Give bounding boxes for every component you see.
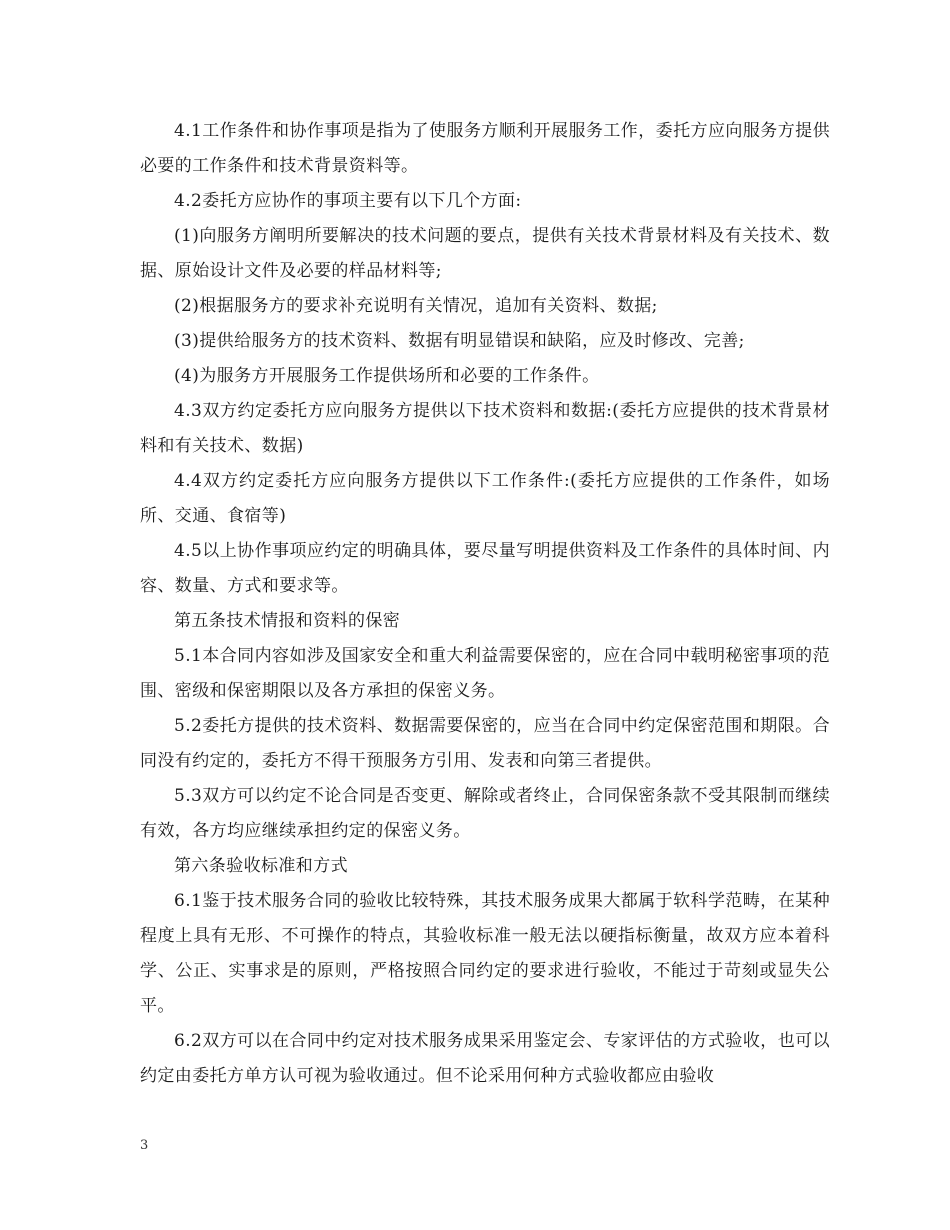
paragraph-4-2-item-4: (4)为服务方开展服务工作提供场所和必要的工作条件。 — [174, 366, 600, 386]
paragraph-4-2-item-2: (2)根据服务方的要求补充说明有关情况，追加有关资料、数据; — [174, 296, 658, 316]
paragraph-4-1: 4.1工作条件和协作事项是指为了使服务方顺利开展服务工作，委托方应向服务方提供必要的工作条件和技术背景资料等。 — [140, 121, 830, 176]
paragraph-5-1: 5.1本合同内容如涉及国家安全和重大利益需要保密的，应在合同中载明秘密事项的范围、密级和保密期限以及各方承担的保密义务。 — [140, 646, 830, 701]
paragraph-4-5: 4.5以上协作事项应约定的明确具体，要尽量写明提供资料及工作条件的具体时间、内容、数量、方式和要求等。 — [140, 541, 830, 596]
paragraph-5-3: 5.3双方可以约定不论合同是否变更、解除或者终止，合同保密条款不受其限制而继续有效，各方均应继续承担约定的保密义务。 — [140, 786, 830, 841]
paragraph-4-4: 4.4双方约定委托方应向服务方提供以下工作条件:(委托方应提供的工作条件，如场所、交通、食宿等) — [140, 471, 830, 526]
paragraph-4-2: 4.2委托方应协作的事项主要有以下几个方面: — [174, 191, 522, 211]
paragraph-4-2-item-1: (1)向服务方阐明所要解决的技术问题的要点，提供有关技术背景材料及有关技术、数据、原始设计文件及必要的样品材料等; — [140, 226, 830, 281]
paragraph-6-2: 6.2双方可以在合同中约定对技术服务成果采用鉴定会、专家评估的方式验收，也可以约定由委托方单方认可视为验收通过。但不论采用何种方式验收都应由验收 — [140, 1031, 830, 1086]
paragraph-6-1: 6.1鉴于技术服务合同的验收比较特殊，其技术服务成果大都属于软科学范畴，在某种程度上具有无形、不可操作的特点，其验收标准一般无法以硬指标衡量，故双方应本着科学、公正、实事求是的原则，严格按照合同约定的要求进行验收，不能过于苛刻或显失公平。 — [140, 891, 830, 1016]
section-heading-6: 第六条验收标准和方式 — [174, 856, 348, 876]
document-body — [140, 114, 830, 1094]
page-number: 3 — [140, 1138, 149, 1153]
section-heading-5: 第五条技术情报和资料的保密 — [174, 611, 401, 631]
paragraph-4-2-item-3: (3)提供给服务方的技术资料、数据有明显错误和缺陷，应及时修改、完善; — [174, 331, 745, 351]
paragraph-4-3: 4.3双方约定委托方应向服务方提供以下技术资料和数据:(委托方应提供的技术背景材料和有关技术、数据) — [140, 401, 830, 456]
paragraph-5-2: 5.2委托方提供的技术资料、数据需要保密的，应当在合同中约定保密范围和期限。合同没有约定的，委托方不得干预服务方引用、发表和向第三者提供。 — [140, 716, 830, 771]
